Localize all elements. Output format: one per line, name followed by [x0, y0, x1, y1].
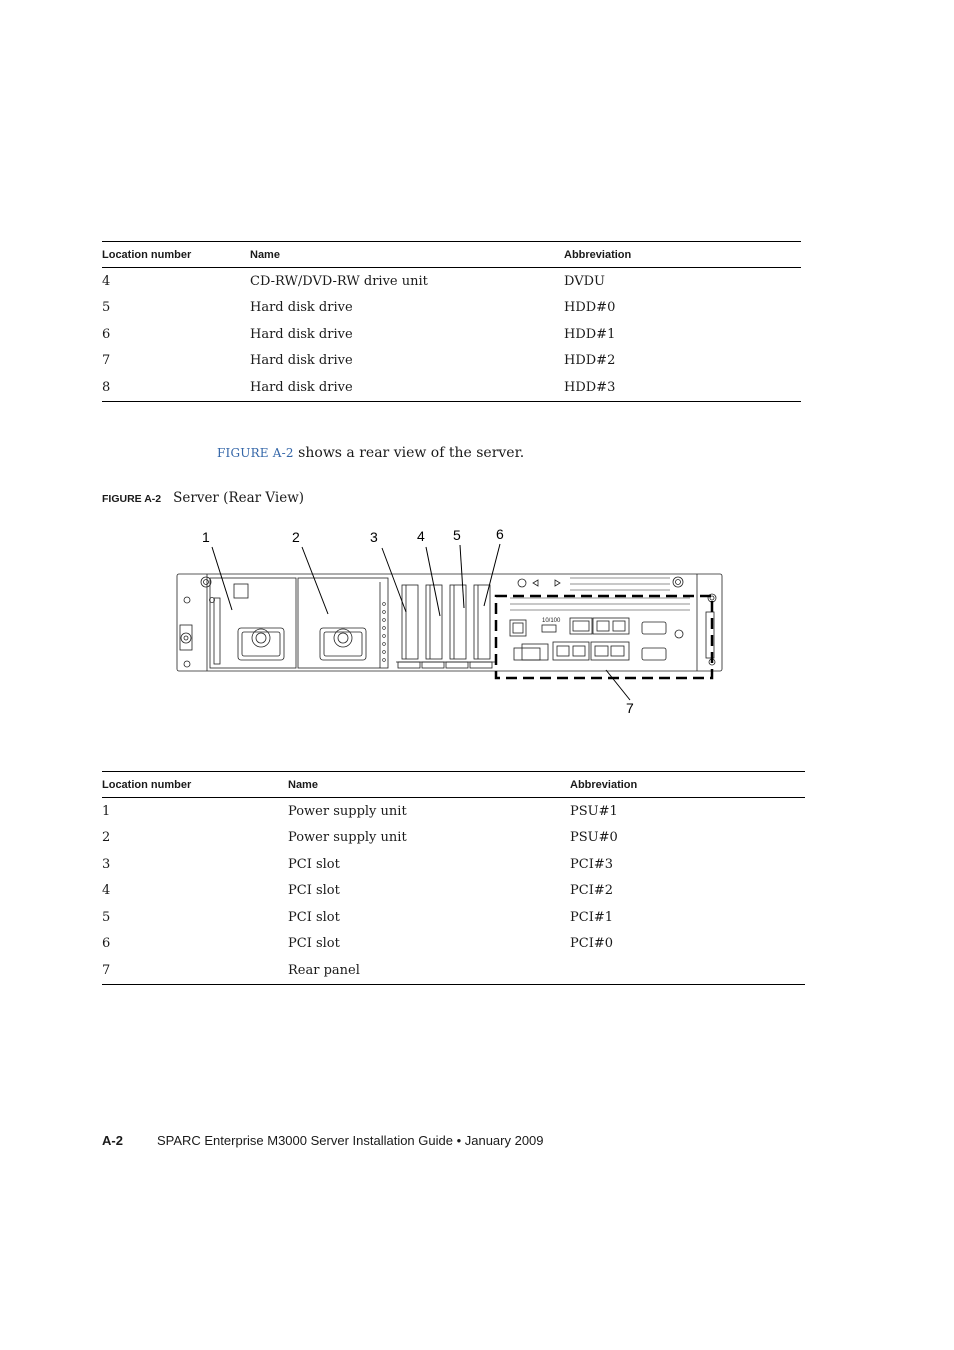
- cell: HDD#1: [564, 326, 616, 342]
- port-label: 10/100: [542, 618, 561, 624]
- table-row: [102, 321, 801, 348]
- cell: PCI slot: [288, 856, 340, 872]
- callout-3: 3: [370, 529, 378, 545]
- body-paragraph: [217, 445, 524, 461]
- figure-label: FIGURE A-2: [102, 493, 162, 505]
- callout-4: 4: [417, 528, 425, 544]
- location-table-1: [102, 241, 801, 402]
- footer-text: SPARC Enterprise M3000 Server Installation Guide • January 2009: [156, 1133, 544, 1148]
- column-header: Name: [288, 778, 318, 791]
- table-row: [102, 348, 801, 375]
- cell: HDD#3: [564, 379, 616, 395]
- cell: CD-RW/DVD-RW drive unit: [250, 273, 428, 289]
- cell: Hard disk drive: [250, 353, 353, 369]
- table-row: [102, 268, 801, 295]
- figure-title: Server (Rear View): [173, 490, 305, 506]
- rear-panel: [510, 612, 714, 660]
- page-number: A-2: [102, 1133, 123, 1148]
- table-row: [102, 878, 805, 905]
- table-header-row: [102, 242, 801, 268]
- callout-7: 7: [626, 700, 634, 716]
- column-header: Location number: [102, 248, 192, 261]
- chassis-outline: [177, 574, 722, 671]
- paragraph-text: shows a rear view of the server.: [293, 445, 525, 461]
- figure-link[interactable]: FIGURE A-2: [217, 446, 294, 460]
- cell: PCI#3: [570, 856, 613, 872]
- table-row: [102, 931, 805, 958]
- cell: 6: [102, 326, 111, 342]
- column-header: Location number: [102, 778, 192, 791]
- cell: PCI#2: [570, 883, 613, 899]
- column-header: Abbreviation: [570, 778, 638, 791]
- cell: PCI slot: [288, 909, 340, 925]
- table-row: [102, 374, 801, 401]
- cell: Power supply unit: [288, 803, 407, 819]
- cell: 6: [102, 936, 111, 952]
- cell: PCI slot: [288, 936, 340, 952]
- cell: 5: [102, 909, 111, 925]
- cell: 7: [102, 353, 111, 369]
- table-row: [102, 851, 805, 878]
- cell: 2: [102, 830, 111, 846]
- page-footer: [102, 1133, 544, 1148]
- pci-slots: [396, 585, 496, 668]
- column-header: Abbreviation: [564, 248, 632, 261]
- cell: HDD#2: [564, 353, 616, 369]
- cell: Hard disk drive: [250, 326, 353, 342]
- cell: PSU#1: [570, 803, 618, 819]
- figure-caption: [102, 489, 304, 507]
- column-header: Name: [250, 248, 280, 261]
- table-row: [102, 825, 805, 852]
- callout-1: 1: [202, 529, 210, 545]
- cell: 5: [102, 300, 111, 316]
- table-row: [102, 957, 805, 984]
- server-rear-view-figure: [170, 522, 730, 722]
- cell: PCI slot: [288, 883, 340, 899]
- cell: 1: [102, 803, 111, 819]
- table-row: [102, 798, 805, 825]
- callout-6: 6: [496, 526, 504, 542]
- cell: Hard disk drive: [250, 300, 353, 316]
- psu-0: [298, 578, 388, 668]
- cell: PCI#1: [570, 909, 613, 925]
- callout-2: 2: [292, 529, 300, 545]
- table-row: [102, 904, 805, 931]
- psu-1: [210, 578, 296, 668]
- leader-lines: [212, 544, 630, 700]
- cell: 8: [102, 379, 111, 395]
- callout-5: 5: [453, 527, 461, 543]
- cell: Hard disk drive: [250, 379, 353, 395]
- cell: Rear panel: [288, 962, 360, 978]
- location-table-2: [102, 771, 805, 985]
- rear-panel-boundary: [496, 596, 712, 678]
- cell: 7: [102, 962, 111, 978]
- cell: DVDU: [564, 273, 605, 289]
- cell: HDD#0: [564, 300, 616, 316]
- table-header-row: [102, 772, 805, 798]
- cell: 4: [102, 273, 111, 289]
- table-row: [102, 295, 801, 322]
- cell: [570, 957, 805, 984]
- cell: 3: [102, 856, 111, 872]
- cell: 4: [102, 883, 111, 899]
- cell: PSU#0: [570, 830, 618, 846]
- cell: Power supply unit: [288, 830, 407, 846]
- cell: PCI#0: [570, 936, 613, 952]
